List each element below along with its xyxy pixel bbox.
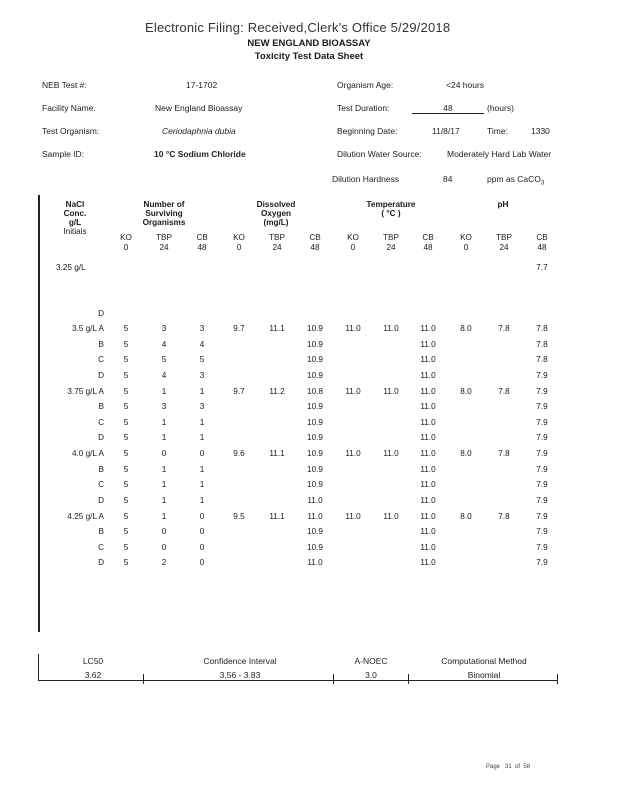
- table-cell: 11.0: [420, 465, 436, 474]
- table-cell: 9.7: [233, 324, 245, 333]
- hardness-unit: ppm as CaCO$_3$: [487, 174, 545, 187]
- sub-header-hours: 0: [236, 243, 242, 252]
- sub-header-label: CB: [536, 233, 548, 242]
- facility-label: Facility Name.: [42, 103, 96, 113]
- table-cell: 9.6: [233, 449, 245, 458]
- dilution-source-label: Dilution Water Source:: [337, 149, 422, 159]
- filing-stamp: Electronic Filing: Received,Clerk's Office 5/29/2018: [145, 20, 451, 35]
- sub-header-hours: 48: [423, 243, 433, 252]
- table-cell: 11.0: [420, 512, 436, 521]
- sub-header-label: TBP: [156, 233, 172, 242]
- row-label: 3.5 g/L A: [71, 324, 104, 333]
- row-label: 4.25 g/L A: [67, 512, 104, 521]
- method-value: Binomial: [467, 670, 501, 680]
- table-cell: 11.0: [420, 340, 436, 349]
- table-cell: 11.0: [420, 387, 436, 396]
- table-cell: 7.8: [498, 449, 510, 458]
- table-cell: 11.0: [420, 543, 436, 552]
- hardness-label: Dilution Hardness: [332, 174, 400, 184]
- table-cell: 1: [199, 465, 205, 474]
- row-label: C: [98, 418, 104, 427]
- table-cell: 7.8: [498, 387, 510, 396]
- table-cell: 11.0: [420, 449, 436, 458]
- table-cell: 11.0: [345, 449, 361, 458]
- hardness-value: 84: [443, 174, 453, 184]
- ci-value: 3.56 - 3.83: [219, 670, 261, 680]
- sub-header-hours: 0: [463, 243, 469, 252]
- sheet-title: Toxicity Test Data Sheet: [254, 51, 364, 62]
- table-cell: 5: [123, 512, 129, 521]
- table-cell: 7.9: [536, 543, 548, 552]
- table-cell: 1: [161, 465, 167, 474]
- neb-test-value: 17-1702: [186, 80, 218, 90]
- col-head-temperature: Temperature ( °C ): [366, 200, 416, 218]
- table-cell: 11.0: [420, 402, 436, 411]
- table-cell: 11.0: [307, 496, 323, 505]
- age-value: <24 hours: [446, 80, 485, 90]
- table-cell: 5: [123, 496, 129, 505]
- table-cell: 1: [161, 512, 167, 521]
- table-cell: 7.8: [498, 324, 510, 333]
- time-label: Time:: [487, 126, 508, 136]
- table-cell: 4: [199, 340, 205, 349]
- results-tick-1: [143, 674, 144, 684]
- table-cell: 7.9: [536, 558, 548, 567]
- table-cell: 7.8: [498, 512, 510, 521]
- results-tick-4: [557, 674, 558, 684]
- table-left-border: [38, 195, 40, 632]
- table-cell: 1: [161, 433, 167, 442]
- table-cell: 1: [199, 433, 205, 442]
- sub-header-hours: 48: [537, 243, 547, 252]
- table-cell: 11.0: [383, 449, 399, 458]
- table-cell: 9.5: [233, 512, 245, 521]
- sub-header-label: KO: [460, 233, 472, 242]
- table-cell: 11.0: [345, 387, 361, 396]
- table-cell: 0: [161, 527, 167, 536]
- table-cell: 3: [161, 324, 167, 333]
- table-cell: 11.1: [269, 512, 285, 521]
- table-cell: 0: [161, 543, 167, 552]
- table-cell: 3: [161, 402, 167, 411]
- anoec-label: A-NOEC: [354, 656, 388, 666]
- table-cell: 7.9: [536, 465, 548, 474]
- begin-date-label: Beginning Date:: [337, 126, 398, 136]
- col-head-nacl: NaCl Conc. g/L Initials: [63, 200, 87, 236]
- table-cell: 7.9: [536, 387, 548, 396]
- results-tick-2: [333, 674, 334, 684]
- table-cell: 10.9: [307, 402, 323, 411]
- row-label: B: [98, 402, 104, 411]
- table-cell: 5: [123, 480, 129, 489]
- table-cell: 8.0: [460, 512, 472, 521]
- table-cell: 5: [123, 465, 129, 474]
- organism-label: Test Organism:: [42, 126, 100, 136]
- table-cell: 5: [123, 449, 129, 458]
- table-cell: 10.9: [307, 543, 323, 552]
- table-cell: 2: [161, 558, 167, 567]
- row-label: C: [98, 543, 104, 552]
- table-cell: 10.9: [307, 527, 323, 536]
- table-cell: 11.0: [383, 512, 399, 521]
- table-cell: 4: [161, 371, 167, 380]
- table-cell: 5: [123, 387, 129, 396]
- table-cell: 11.0: [420, 558, 436, 567]
- table-cell: 7.9: [536, 449, 548, 458]
- row-label: D: [98, 558, 104, 567]
- page-number: Page 31 of 58: [486, 764, 531, 770]
- table-cell: 11.0: [345, 324, 361, 333]
- table-cell: 9.7: [233, 387, 245, 396]
- table-cell: 11.1: [269, 324, 285, 333]
- sub-header-hours: 24: [272, 243, 282, 252]
- time-value: 1330: [531, 126, 550, 136]
- table-cell: 11.0: [420, 480, 436, 489]
- row-label: 4.0 g/L A: [71, 449, 104, 458]
- table-cell: 3: [199, 402, 205, 411]
- table-cell: 11.0: [420, 324, 436, 333]
- duration-value: 48: [412, 103, 484, 114]
- anoec-value: 3.0: [365, 670, 377, 680]
- table-cell: 10.9: [307, 340, 323, 349]
- table-cell: 5: [123, 527, 129, 536]
- sub-header-label: TBP: [269, 233, 285, 242]
- table-cell: 1: [161, 480, 167, 489]
- table-cell: 11.0: [420, 433, 436, 442]
- row-label: C: [98, 355, 104, 364]
- row-label: D: [98, 309, 104, 318]
- table-cell: 7.9: [536, 480, 548, 489]
- table-cell: 7.8: [536, 324, 548, 333]
- table-cell: 11.0: [420, 371, 436, 380]
- table-cell: 5: [123, 558, 129, 567]
- table-cell: 10.9: [307, 480, 323, 489]
- sub-header-label: CB: [309, 233, 321, 242]
- duration-unit: (hours): [487, 103, 514, 113]
- table-cell: 11.0: [307, 512, 323, 521]
- table-cell: 11.0: [420, 496, 436, 505]
- facility-value: New England Bioassay: [155, 103, 243, 113]
- table-cell: 5: [123, 418, 129, 427]
- org-title: NEW ENGLAND BIOASSAY: [247, 38, 371, 49]
- table-cell: 5: [123, 543, 129, 552]
- table-cell: 7.7: [536, 263, 548, 272]
- col-head-ph: pH: [497, 200, 509, 209]
- table-cell: 1: [161, 387, 167, 396]
- row-label: B: [98, 465, 104, 474]
- table-cell: 5: [123, 433, 129, 442]
- table-cell: 10.9: [307, 465, 323, 474]
- dilution-source-value: Moderately Hard Lab Water: [447, 149, 552, 159]
- table-cell: 5: [123, 355, 129, 364]
- table-cell: 11.0: [383, 387, 399, 396]
- organism-value: Ceriodaphnia dubia: [162, 126, 236, 136]
- table-cell: 10.9: [307, 418, 323, 427]
- table-cell: 10.9: [307, 433, 323, 442]
- table-cell: 5: [161, 355, 167, 364]
- table-cell: 7.9: [536, 418, 548, 427]
- table-cell: 11.2: [269, 387, 285, 396]
- table-cell: 11.0: [420, 527, 436, 536]
- table-cell: 10.9: [307, 449, 323, 458]
- table-cell: 11.0: [307, 558, 323, 567]
- table-cell: 10.9: [307, 324, 323, 333]
- table-cell: 1: [199, 480, 205, 489]
- table-cell: 5: [123, 402, 129, 411]
- row-label: C: [98, 480, 104, 489]
- table-cell: 1: [161, 496, 167, 505]
- table-cell: 7.8: [536, 340, 548, 349]
- results-tick-3: [408, 674, 409, 684]
- row-label: B: [98, 340, 104, 349]
- col-head-oxygen: Dissolved Oxygen (mg/L): [256, 200, 296, 227]
- duration-label: Test Duration:: [337, 103, 390, 113]
- row-label: D: [98, 371, 104, 380]
- results-bottom-border: [38, 680, 558, 681]
- lc50-label: LC50: [82, 656, 104, 666]
- table-cell: 11.0: [345, 512, 361, 521]
- table-cell: 11.0: [383, 324, 399, 333]
- table-cell: 0: [199, 558, 205, 567]
- neb-test-label: NEB Test #:: [42, 80, 87, 90]
- table-cell: 5: [123, 324, 129, 333]
- table-cell: 11.1: [269, 449, 285, 458]
- row-label: D: [98, 496, 104, 505]
- table-cell: 7.9: [536, 512, 548, 521]
- table-cell: 1: [199, 418, 205, 427]
- sub-header-hours: 24: [499, 243, 509, 252]
- table-cell: 11.0: [420, 418, 436, 427]
- sample-id-value: 10 °C Sodium Chloride: [154, 149, 246, 159]
- table-cell: 4: [161, 340, 167, 349]
- sub-header-label: KO: [233, 233, 245, 242]
- row-label: B: [98, 527, 104, 536]
- table-cell: 10.9: [307, 355, 323, 364]
- method-label: Computational Method: [441, 656, 527, 666]
- sub-header-hours: 0: [350, 243, 356, 252]
- table-cell: 8.0: [460, 387, 472, 396]
- lc50-value: 3.62: [84, 670, 102, 680]
- table-cell: 7.9: [536, 371, 548, 380]
- begin-date-value: 11/8/17: [432, 126, 460, 136]
- table-cell: 0: [199, 543, 205, 552]
- table-cell: 0: [199, 449, 205, 458]
- table-cell: 7.9: [536, 433, 548, 442]
- age-label: Organism Age:: [337, 80, 394, 90]
- table-cell: 10.9: [307, 371, 323, 380]
- table-cell: 8.0: [460, 449, 472, 458]
- sub-header-hours: 48: [310, 243, 320, 252]
- table-cell: 3: [199, 324, 205, 333]
- table-cell: 10.8: [307, 387, 323, 396]
- sub-header-hours: 24: [386, 243, 396, 252]
- col-head-surviving: Number of Surviving Organisms: [142, 200, 186, 227]
- sub-header-label: TBP: [496, 233, 512, 242]
- sub-header-label: KO: [347, 233, 359, 242]
- row-label: 3.25 g/L: [56, 263, 86, 272]
- sub-header-hours: 24: [159, 243, 169, 252]
- table-cell: 5: [199, 355, 205, 364]
- table-cell: 5: [123, 340, 129, 349]
- table-cell: 0: [199, 512, 205, 521]
- table-cell: 0: [161, 449, 167, 458]
- table-cell: 7.9: [536, 402, 548, 411]
- row-label: 3.75 g/L A: [67, 387, 104, 396]
- sub-header-label: TBP: [383, 233, 399, 242]
- sub-header-label: KO: [120, 233, 132, 242]
- sample-id-label: Sample ID:: [42, 149, 85, 159]
- sub-header-hours: 48: [197, 243, 207, 252]
- table-cell: 7.8: [536, 355, 548, 364]
- sub-header-hours: 0: [123, 243, 129, 252]
- table-cell: 3: [199, 371, 205, 380]
- results-left-border: [38, 654, 39, 680]
- ci-label: Confidence Interval: [203, 656, 277, 666]
- row-label: D: [98, 433, 104, 442]
- table-cell: 1: [199, 387, 205, 396]
- table-cell: 1: [199, 496, 205, 505]
- sub-header-label: CB: [196, 233, 208, 242]
- table-cell: 7.9: [536, 527, 548, 536]
- table-cell: 11.0: [420, 355, 436, 364]
- sub-header-label: CB: [422, 233, 434, 242]
- table-cell: 5: [123, 371, 129, 380]
- table-cell: 7.9: [536, 496, 548, 505]
- table-cell: 1: [161, 418, 167, 427]
- table-cell: 0: [199, 527, 205, 536]
- table-cell: 8.0: [460, 324, 472, 333]
